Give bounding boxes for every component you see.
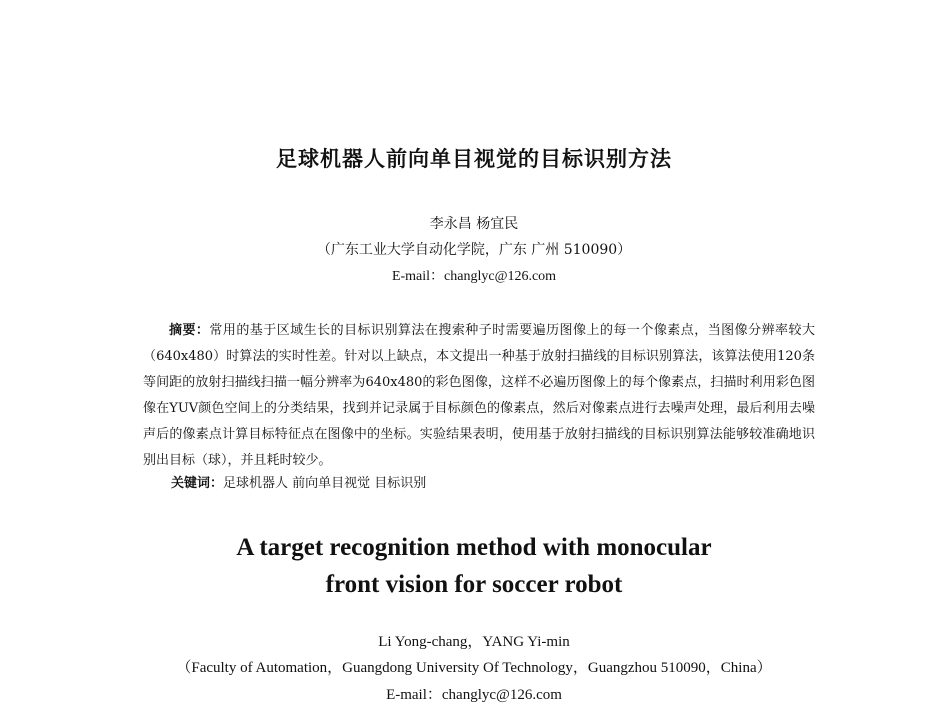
english-title bbox=[0, 529, 948, 603]
chinese-title: 足球机器人前向单目视觉的目标识别方法 bbox=[276, 147, 672, 171]
abstract-text: 常用的基于区域生长的目标识别算法在搜索种子时需要遍历图像上的每一个像素点，当图像分辨率较大（640x480）时算法的实时性差。针对以上缺点，本文提出一种基于放射扫描线的目标识别算法，该算法使用120条等间距的放射扫描线扫描一幅分辨率为640x480的彩色图像，这样不必遍历图像上的每个像素点，扫描时利用彩色图像在YUV颜色空间上的分类结果，找到并记录属于目标颜色的像素点，然后对像素点进行去噪声处理，最后利用去噪声后的像素点计算目标特征点在图像中的坐标。实验结果表明，使用基于放射扫描线的目标识别算法能够较准确地识别出目标（球），并且耗时较少。 bbox=[143, 323, 815, 468]
chinese-keywords bbox=[171, 474, 821, 494]
english-title-line2: front vision for soccer robot bbox=[325, 571, 623, 598]
chinese-email: E-mail：changlyc@126.com bbox=[391, 269, 557, 284]
english-affiliation: （Faculty of Automation，Guangdong University Of Technology，Guangzhou 510090，China） bbox=[176, 660, 772, 676]
english-email: E-mail：changlyc@126.com bbox=[386, 687, 562, 703]
abstract-label: 摘要： bbox=[169, 323, 210, 338]
chinese-abstract bbox=[143, 318, 815, 474]
keywords-label: 关键词： bbox=[171, 476, 224, 491]
chinese-authors: 李永昌 杨宜民 bbox=[429, 216, 519, 232]
english-authors: Li Yong-chang，YANG Yi-min bbox=[378, 634, 570, 650]
keywords-text: 足球机器人 前向单目视觉 目标识别 bbox=[223, 476, 427, 491]
chinese-affiliation: （广东工业大学自动化学院，广东 广州 510090） bbox=[316, 242, 632, 258]
english-title-line1: A target recognition method with monocular bbox=[236, 534, 712, 561]
